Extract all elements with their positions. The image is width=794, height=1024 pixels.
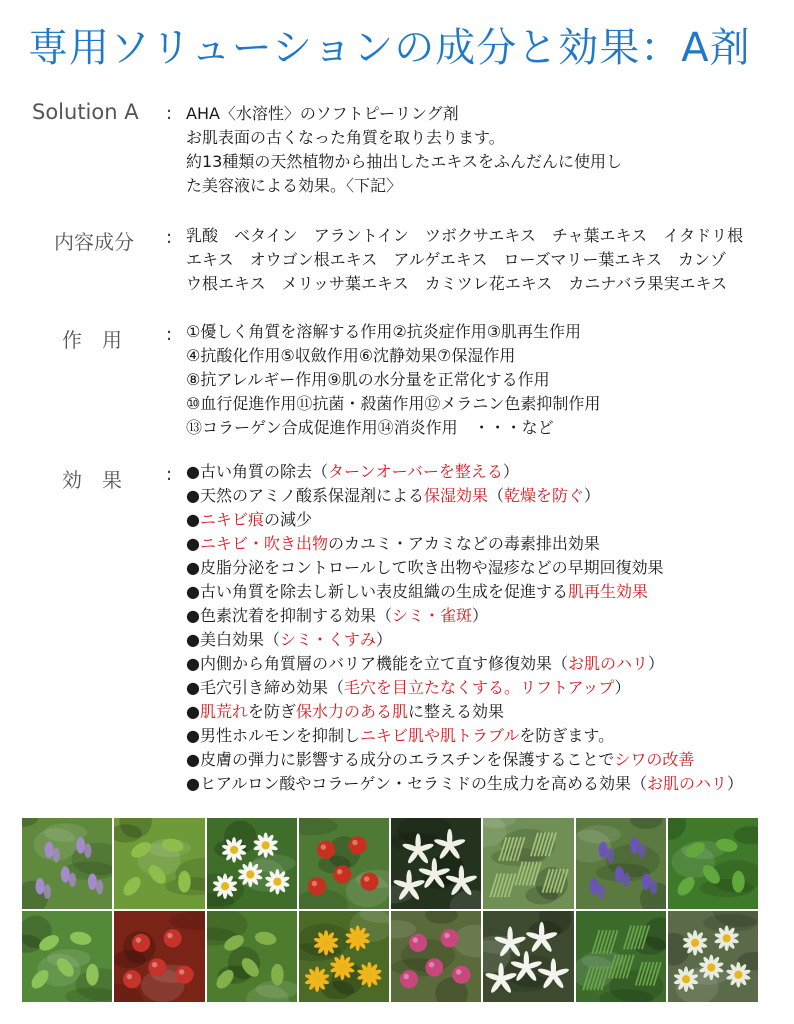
effect-highlight: ターンオーバーを整える <box>327 462 503 481</box>
ingredients-line: 乳酸 ベタイン アラントイン ツボクサエキス チャ葉エキス イタドリ根 <box>186 226 744 245</box>
effect-highlight: ニキビ痕 <box>199 510 264 529</box>
actions-list <box>186 320 776 440</box>
effect-text: の減少 <box>263 510 312 529</box>
actions-colon: : <box>166 324 173 345</box>
ingredients-line: ウ根エキス メリッサ葉エキス カミツレ花エキス カニナバラ果実エキス <box>186 274 728 293</box>
comfrey-flower-photo <box>22 818 112 909</box>
effect-text: ） <box>647 654 664 673</box>
effect-text: に整える効果 <box>408 702 505 721</box>
solution-description <box>186 102 776 198</box>
effect-text: ●毛穴引き締め効果（ <box>186 678 344 697</box>
ingredients-list <box>186 224 776 296</box>
actions-label: 作 用 <box>62 328 122 352</box>
effect-text: を防ぎます。 <box>519 726 615 745</box>
ingredients-line: エキス オウゴン根エキス アルゲエキス ローズマリー葉エキス カンゾ <box>186 250 727 269</box>
solution-line: AHA〈水溶性〉のソフトピーリング剤 <box>186 104 459 123</box>
actions-line: ⑩血行促進作用⑪抗菌・殺菌作用⑫メラニン色素抑制作用 <box>186 394 601 413</box>
effect-text: ●ヒアルロン酸やコラーゲン・セラミドの生成力を高める効果（ <box>186 774 648 793</box>
page-title: 専用ソリューションの成分と効果：A剤 <box>28 25 751 71</box>
effect-highlight: ニキビ・吹き出物 <box>199 534 328 553</box>
effect-text: ● <box>186 534 200 553</box>
effect-highlight: お肌のハリ <box>567 654 648 673</box>
effect-highlight: シミ・くすみ <box>279 630 376 649</box>
effect-item <box>186 676 776 700</box>
effect-text: ●古い角質を除去し新しい表皮組織の生成を促進する <box>186 582 568 601</box>
gotu-kola-photo <box>668 818 758 909</box>
effects-colon: : <box>166 464 173 485</box>
effect-text: （ <box>487 486 504 505</box>
effect-text: ●美白効果（ <box>186 630 280 649</box>
effect-item <box>186 556 776 580</box>
effect-highlight: 保湿効果 <box>423 486 488 505</box>
green-leaves-photo <box>114 818 204 909</box>
honeysuckle-photo <box>391 818 481 909</box>
effect-item <box>186 532 776 556</box>
solution-label: Solution A <box>32 100 139 124</box>
herb-field-photo <box>576 911 666 1002</box>
rosemary-photo <box>483 818 573 909</box>
effect-highlight: ニキビ肌や肌トラブル <box>359 726 520 745</box>
tea-leaves-photo <box>22 911 112 1002</box>
effects-label: 効 果 <box>62 468 122 492</box>
lemon-balm-photo <box>207 911 297 1002</box>
skullcap-photo <box>576 818 666 909</box>
effect-text: ●皮膚の弾力に影響する成分のエラスチンを保護することで <box>186 750 615 769</box>
effect-item <box>186 460 776 484</box>
effect-item <box>186 628 776 652</box>
effect-text: ） <box>375 630 392 649</box>
white-lily-photo <box>483 911 573 1002</box>
effect-text: ●天然のアミノ酸系保湿剤による <box>186 486 424 505</box>
apples-photo <box>114 911 204 1002</box>
effect-text: ●色素沈着を抑制する効果（ <box>186 606 392 625</box>
solution-colon: : <box>166 103 173 124</box>
effect-item <box>186 484 776 508</box>
solution-line: 約13種類の天然植物から抽出したエキスをふんだんに使用し <box>186 152 623 171</box>
actions-line: ①優しく角質を溶解する作用②抗炎症作用③肌再生作用 <box>186 322 582 341</box>
effect-item <box>186 724 776 748</box>
effect-text: ） <box>471 606 488 625</box>
effect-item <box>186 748 776 772</box>
effect-highlight: シミ・雀斑 <box>391 606 472 625</box>
effect-text: のカユミ・アカミなどの毒素排出効果 <box>327 534 600 553</box>
effect-highlight: 毛穴を目立たなくする。リフトアップ <box>343 678 615 697</box>
red-clover-photo <box>391 911 481 1002</box>
effect-text: ● <box>186 702 200 721</box>
actions-line: ⑧抗アレルギー作用⑨肌の水分量を正常化する作用 <box>186 370 550 389</box>
actions-line: ④抗酸化作用⑤収斂作用⑥沈静効果⑦保湿作用 <box>186 346 516 365</box>
effect-highlight: 保水力のある肌 <box>296 702 409 721</box>
solution-line: お肌表面の古くなった角質を取り去ります。 <box>186 128 505 147</box>
effect-text: を防ぎ <box>247 702 296 721</box>
ingredients-label: 内容成分 <box>54 230 134 254</box>
solution-line: た美容液による効果。〈下記〉 <box>186 176 403 195</box>
chamomile-photo <box>207 818 297 909</box>
effect-text: ●古い角質の除去（ <box>186 462 328 481</box>
calendula-photo <box>299 911 389 1002</box>
effect-text: ● <box>186 510 200 529</box>
effect-item <box>186 700 776 724</box>
effect-highlight: 肌再生効果 <box>567 582 648 601</box>
effect-item <box>186 772 776 796</box>
plant-photo-grid <box>22 818 758 1002</box>
effect-text: ●内側から角質層のバリア機能を立て直す修復効果（ <box>186 654 568 673</box>
edelweiss-photo <box>668 911 758 1002</box>
effect-text: ） <box>502 462 519 481</box>
effects-list <box>186 460 776 796</box>
effect-highlight: 肌荒れ <box>199 702 248 721</box>
effect-text: ●男性ホルモンを抑制し <box>186 726 360 745</box>
effect-text: ） <box>584 486 601 505</box>
effect-highlight: 乾燥を防ぐ <box>504 486 585 505</box>
effect-item <box>186 580 776 604</box>
rosehip-photo <box>299 818 389 909</box>
ingredients-colon: : <box>166 227 173 248</box>
effect-text: ） <box>614 678 631 697</box>
effect-item <box>186 508 776 532</box>
effect-highlight: シワの改善 <box>614 750 695 769</box>
effect-item <box>186 604 776 628</box>
effect-text: ●皮脂分泌をコントロールして吹き出物や湿疹などの早期回復効果 <box>186 558 664 577</box>
effect-item <box>186 652 776 676</box>
actions-line: ⑬コラーゲン合成促進作用⑭消炎作用 ・・・など <box>186 418 554 437</box>
effect-highlight: お肌のハリ <box>647 774 728 793</box>
effect-text: ） <box>727 774 744 793</box>
